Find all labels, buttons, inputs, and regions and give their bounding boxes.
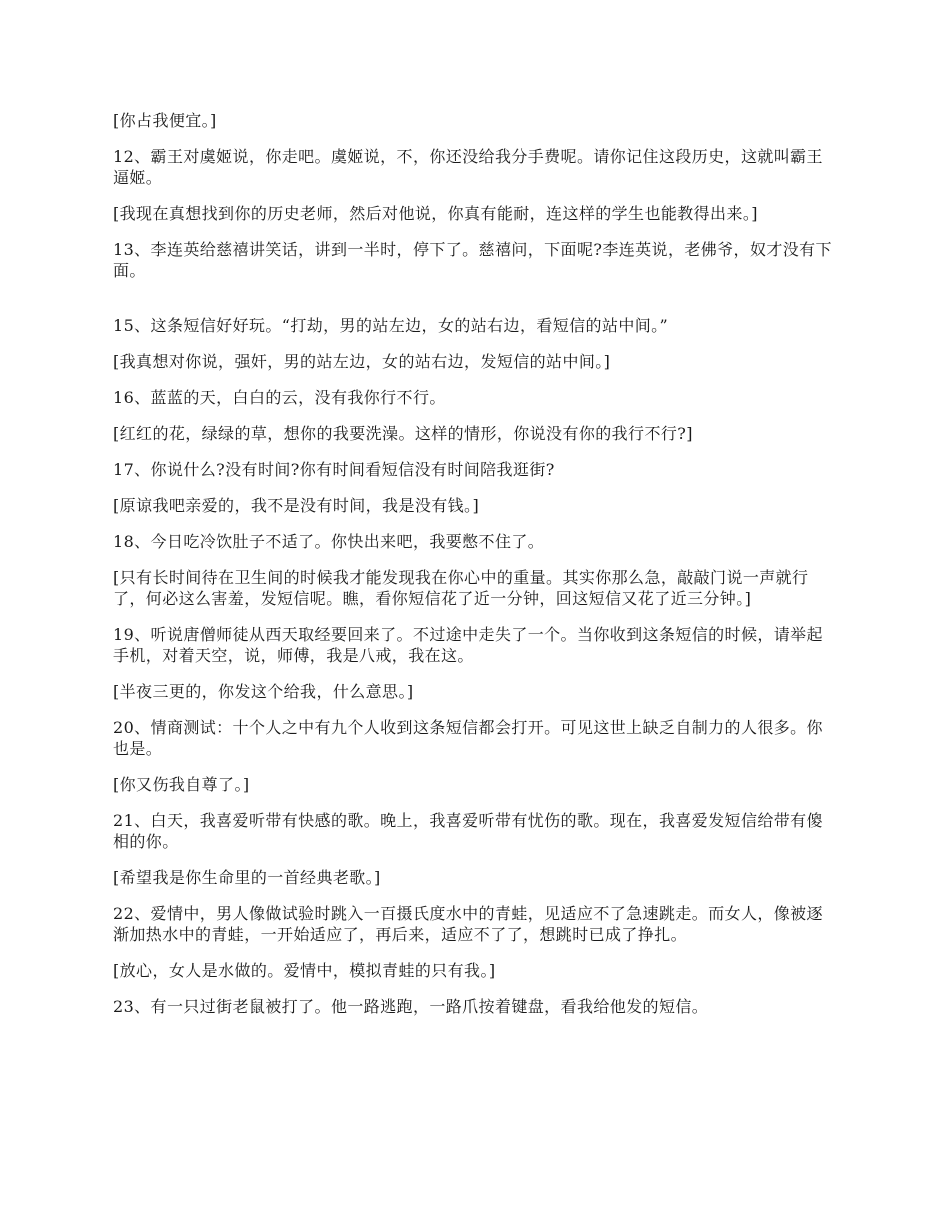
paragraph: 22、爱情中，男人像做试验时跳入一百摄氏度水中的青蛙，见适应不了急速跳走。而女人，像被逐渐加热水中的青蛙，一开始适应了，再后来，适应不了了，想跳时已成了挣扎。 <box>113 904 823 944</box>
paragraph: 16、蓝蓝的天，白白的云，没有我你行不行。 <box>113 388 446 407</box>
document-body <box>113 110 833 1032</box>
paragraph: 18、今日吃冷饮肚子不适了。你快出来吧，我要憋不住了。 <box>113 532 545 551</box>
paragraph: [你又伤我自尊了。] <box>113 775 250 794</box>
paragraph: [半夜三更的，你发这个给我，什么意思。] <box>113 682 414 701</box>
paragraph: 13、李连英给慈禧讲笑话，讲到一半时，停下了。慈禧问，下面呢?李连英说，老佛爷，奴才没有下面。 <box>113 240 832 280</box>
paragraph: [我现在真想找到你的历史老师，然后对他说，你真有能耐，连这样的学生也能教得出来。] <box>113 204 758 223</box>
paragraph: [原谅我吧亲爱的，我不是没有时间，我是没有钱。] <box>113 496 480 515</box>
paragraph: 17、你说什么?没有时间?你有时间看短信没有时间陪我逛街? <box>113 460 555 479</box>
paragraph: [红红的花，绿绿的草，想你的我要洗澡。这样的情形，你说没有你的我行不行?] <box>113 424 693 443</box>
paragraph: 23、有一只过街老鼠被打了。他一路逃跑，一路爪按着键盘，看我给他发的短信。 <box>113 997 709 1016</box>
paragraph: [我真想对你说，强奸，男的站左边，女的站右边，发短信的站中间。] <box>113 352 611 371</box>
paragraph: 20、情商测试：十个人之中有九个人收到这条短信都会打开。可见这世上缺乏自制力的人很多。你也是。 <box>113 718 823 758</box>
paragraph: [只有长时间待在卫生间的时候我才能发现我在你心中的重量。其实你那么急，敲敲门说一声就行了，何必这么害羞，发短信呢。瞧，看你短信花了近一分钟，回这短信又花了近三分钟。] <box>113 568 809 608</box>
paragraph: 21、白天，我喜爱听带有快感的歌。晚上，我喜爱听带有忧伤的歌。现在，我喜爱发短信给带有傻相的你。 <box>113 811 823 851</box>
paragraph: 15、这条短信好好玩。“打劫，男的站左边，女的站右边，看短信的站中间。” <box>113 316 669 335</box>
paragraph: 12、霸王对虞姬说，你走吧。虞姬说，不，你还没给我分手费呢。请你记住这段历史，这就叫霸王逼姬。 <box>113 147 823 187</box>
paragraph: [放心，女人是水做的。爱情中，模拟青蛙的只有我。] <box>113 961 496 980</box>
paragraph: 19、听说唐僧师徒从西天取经要回来了。不过途中走失了一个。当你收到这条短信的时候，请举起手机，对着天空，说，师傅，我是八戒，我在这。 <box>113 625 823 665</box>
paragraph: [你占我便宜。] <box>113 111 217 130</box>
paragraph: [希望我是你生命里的一首经典老歌。] <box>113 868 381 887</box>
